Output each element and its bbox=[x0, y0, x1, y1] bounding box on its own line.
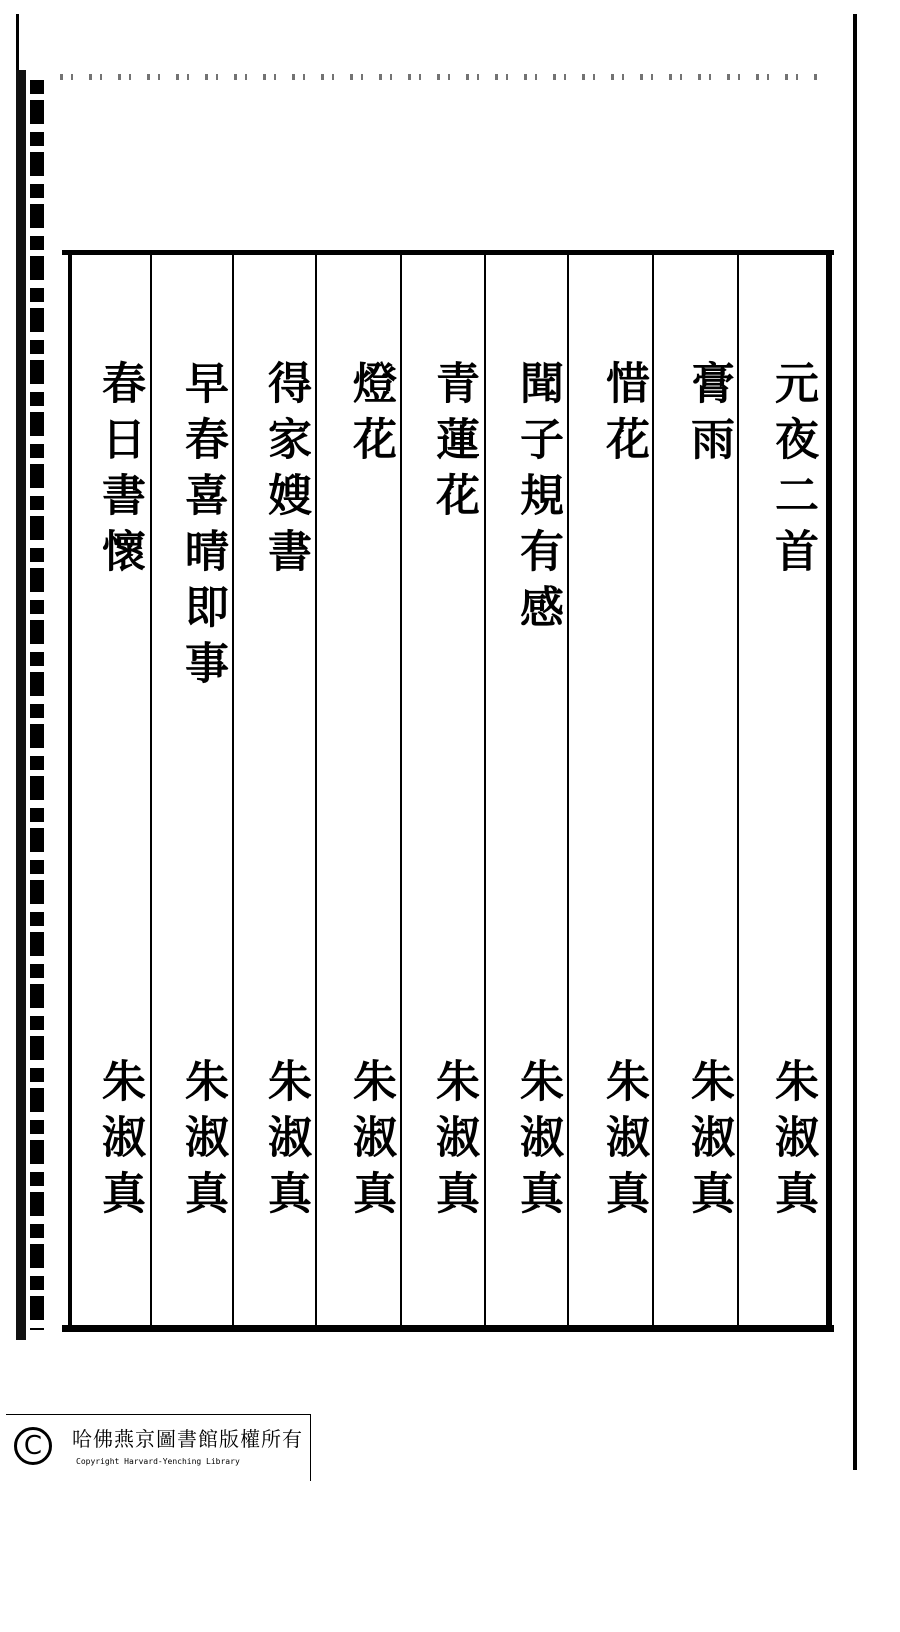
poem-entry bbox=[583, 0, 663, 1485]
poem-entry bbox=[162, 0, 242, 1485]
poem-entry bbox=[497, 0, 577, 1485]
poem-entry bbox=[79, 0, 159, 1485]
poem-author: 朱淑真 bbox=[260, 1058, 311, 1226]
poem-author: 朱淑真 bbox=[177, 1058, 228, 1226]
poem-author: 朱淑真 bbox=[683, 1058, 734, 1226]
poem-entry bbox=[413, 0, 493, 1485]
poem-title: 得家嫂書 bbox=[260, 360, 311, 584]
page-edge-right bbox=[853, 14, 857, 1470]
poem-author: 朱淑真 bbox=[94, 1058, 145, 1226]
poem-title: 燈花 bbox=[345, 360, 396, 472]
poem-entry bbox=[668, 0, 748, 1485]
copyright-holder-zh: 哈佛燕京圖書館版權所有 bbox=[72, 1427, 303, 1451]
poem-title: 早春喜晴即事 bbox=[177, 360, 228, 696]
poem-author: 朱淑真 bbox=[767, 1058, 818, 1226]
page-edge bbox=[16, 14, 19, 74]
poem-title: 元夜二首 bbox=[767, 360, 818, 584]
copyright-holder-en: Copyright Harvard-Yenching Library bbox=[76, 1457, 240, 1466]
poem-title: 聞子規有感 bbox=[512, 360, 563, 640]
copyright-stamp bbox=[6, 1414, 311, 1481]
poem-title: 青蓮花 bbox=[428, 360, 479, 528]
poem-entry bbox=[330, 0, 410, 1485]
binding-edge-pattern bbox=[30, 80, 44, 1330]
poem-author: 朱淑真 bbox=[512, 1058, 563, 1226]
poem-entry bbox=[245, 0, 325, 1485]
poem-entry bbox=[752, 0, 832, 1485]
poem-author: 朱淑真 bbox=[598, 1058, 649, 1226]
frame-left-rule bbox=[68, 250, 72, 1332]
poem-author: 朱淑真 bbox=[345, 1058, 396, 1226]
poem-title: 膏雨 bbox=[683, 360, 734, 472]
poem-title: 春日書懷 bbox=[94, 360, 145, 584]
poem-title: 惜花 bbox=[598, 360, 649, 472]
copyright-icon: C bbox=[14, 1427, 52, 1465]
poem-author: 朱淑真 bbox=[428, 1058, 479, 1226]
binding-edge bbox=[16, 70, 26, 1340]
